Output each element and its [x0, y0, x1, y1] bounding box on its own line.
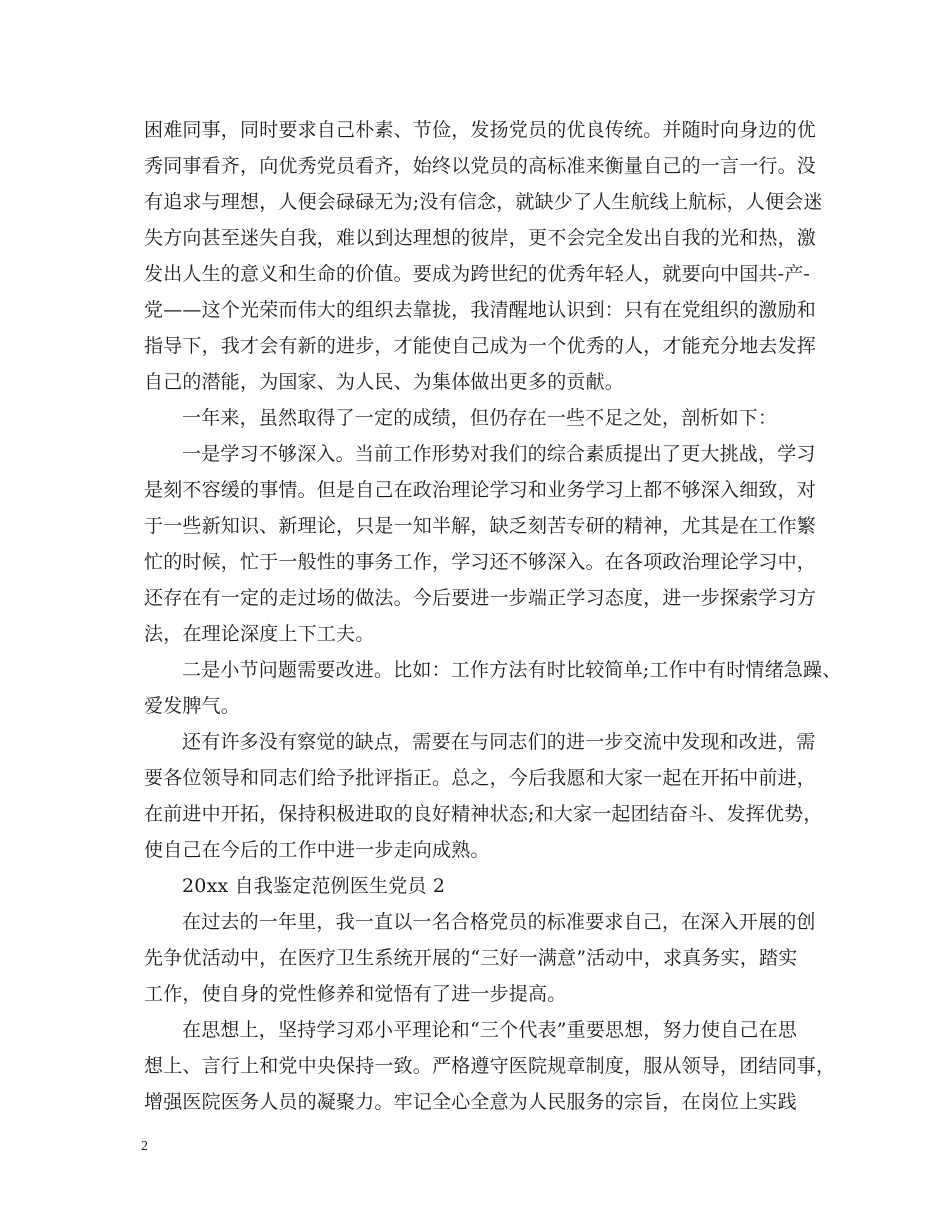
text-line: 有追求与理想，人便会碌碌无为;没有信念，就缺少了人生航线上航标，人便会迷 [144, 191, 823, 213]
text-line: 在前进中开拓，保持积极进取的良好精神状态;和大家一起团结奋斗、发挥优势， [144, 803, 823, 825]
section-heading: 20xx 自我鉴定范例医生党员 2 [182, 875, 446, 897]
paragraph-start-line: 在过去的一年里，我一直以一名合格党员的标准要求自己，在深入开展的创 [182, 911, 816, 933]
paragraph-start-line: 一是学习不够深入。当前工作形势对我们的综合素质提出了更大挑战，学习 [182, 443, 816, 465]
text-line: 使自己在今后的工作中进一步走向成熟。 [144, 839, 490, 861]
text-line: 指导下，我才会有新的进步，才能使自己成为一个优秀的人，才能充分地去发挥 [144, 335, 817, 357]
text-line: 秀同事看齐，向优秀党员看齐，始终以党员的高标准来衡量自己的一言一行。没 [144, 155, 817, 177]
text-line: 想上、言行上和党中央保持一致。严格遵守医院规章制度，服从领导，团结同事， [144, 1055, 836, 1077]
text-line: 爱发脾气。 [144, 695, 241, 717]
text-line: 法，在理论深度上下工夫。 [144, 623, 375, 645]
text-line: 自己的潜能，为国家、为人民、为集体做出更多的贡献。 [144, 371, 625, 393]
text-line: 于一些新知识、新理论，只是一知半解，缺乏刻苦专研的精神，尤其是在工作繁 [144, 515, 817, 537]
text-line: 党——这个光荣而伟大的组织去靠拢，我清醒地认识到：只有在党组织的激励和 [144, 299, 817, 321]
text-line: 困难同事，同时要求自己朴素、节俭，发扬党员的优良传统。并随时向身边的优 [144, 119, 817, 141]
text-line: 工作，使自身的党性修养和觉悟有了进一步提高。 [144, 983, 567, 1005]
text-line: 忙的时候，忙于一般性的事务工作，学习还不够深入。在各项政治理论学习中， [144, 551, 817, 573]
text-line: 增强医院医务人员的凝聚力。牢记全心全意为人民服务的宗旨，在岗位上实践 [144, 1091, 797, 1113]
paragraph-start-line: 二是小节问题需要改进。比如：工作方法有时比较简单;工作中有时情绪急躁、 [182, 659, 842, 681]
paragraph-start-line: 一年来，虽然取得了一定的成绩，但仍存在一些不足之处，剖析如下： [182, 407, 778, 429]
page-number: 2 [141, 1139, 148, 1154]
text-line: 发出人生的意义和生命的价值。要成为跨世纪的优秀年轻人，就要向中国共-产- [144, 263, 811, 285]
paragraph-start-line: 在思想上，坚持学习邓小平理论和“三个代表”重要思想，努力使自己在思 [182, 1019, 798, 1041]
text-line: 要各位领导和同志们给予批评指正。总之，今后我愿和大家一起在开拓中前进， [144, 767, 817, 789]
text-line: 还存在有一定的走过场的做法。今后要进一步端正学习态度，进一步探索学习方 [144, 587, 817, 609]
text-line: 先争优活动中，在医疗卫生系统开展的“三好一满意”活动中，求真务实，踏实 [144, 947, 798, 969]
text-line: 失方向甚至迷失自我，难以到达理想的彼岸，更不会完全发出自我的光和热，激 [144, 227, 817, 249]
text-line: 是刻不容缓的事情。但是自己在政治理论学习和业务学习上都不够深入细致，对 [144, 479, 817, 501]
paragraph-start-line: 还有许多没有察觉的缺点，需要在与同志们的进一步交流中发现和改进，需 [182, 731, 816, 753]
